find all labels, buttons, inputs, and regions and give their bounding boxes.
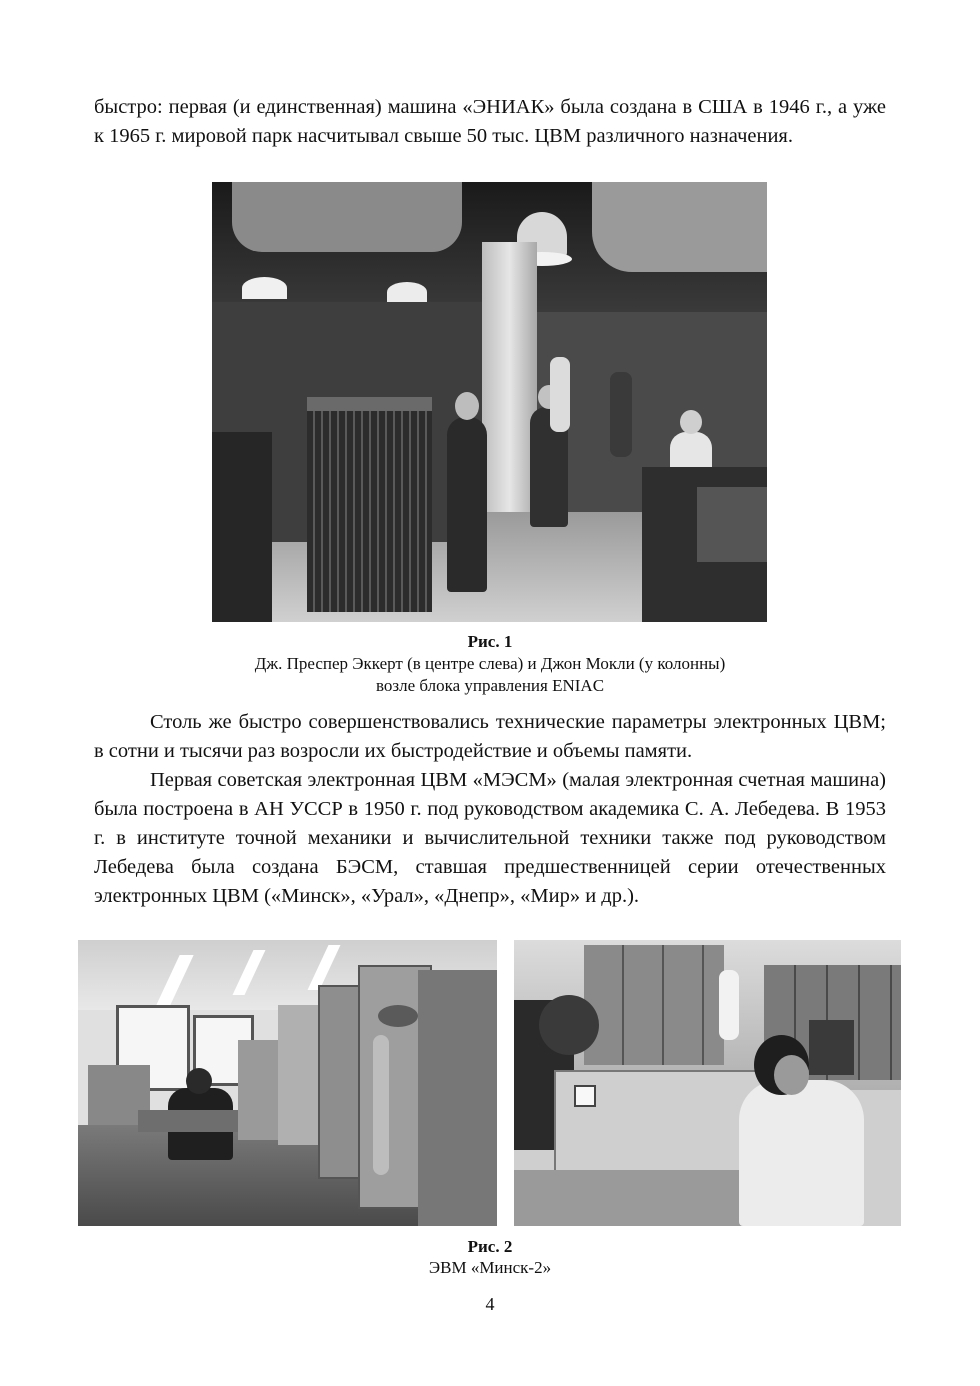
figure-1-caption-line-2: возле блока управления ENIAC bbox=[375, 676, 605, 695]
paragraph-3: Первая советская электронная ЦВМ «МЭСМ» (малая электронная счетная машина) была построена в АН УССР в 1950 г. под руководством академика С. А. Лебедева. В 1953 г. в институте точной механики и вычислительной техники также под руководством Лебедева была создана БЭСМ, ставшая предшественницей серии отечественных электронных ЦВМ («Минск», «Урал», «Днепр», «Мир» и др.). bbox=[94, 769, 886, 907]
paragraph-1: быстро: первая (и единственная) машина «ЭНИАК» была создана в США в 1946 г., а уже к 1965 г. мировой парк насчитывал свыше 50 тыс. ЦВМ различного назначения. bbox=[94, 96, 886, 147]
figure-1-number: Рис. 1 bbox=[467, 632, 513, 651]
minsk-2-console-photo bbox=[514, 940, 901, 1226]
minsk-2-hall-photo bbox=[78, 940, 497, 1226]
figure-1-caption-line-1: Дж. Преспер Эккерт (в центре слева) и Джон Мокли (у колонны) bbox=[254, 654, 726, 673]
eniac-photo bbox=[212, 182, 767, 622]
page-number: 4 bbox=[485, 1294, 495, 1314]
paragraph-2: Столь же быстро совершенствовались технические параметры электронных ЦВМ; в сотни и тысячи раз возросли их быстродействие и объемы памяти. bbox=[94, 711, 886, 762]
figure-2-number: Рис. 2 bbox=[467, 1237, 513, 1256]
figure-2-caption: ЭВМ «Минск-2» bbox=[428, 1258, 552, 1277]
